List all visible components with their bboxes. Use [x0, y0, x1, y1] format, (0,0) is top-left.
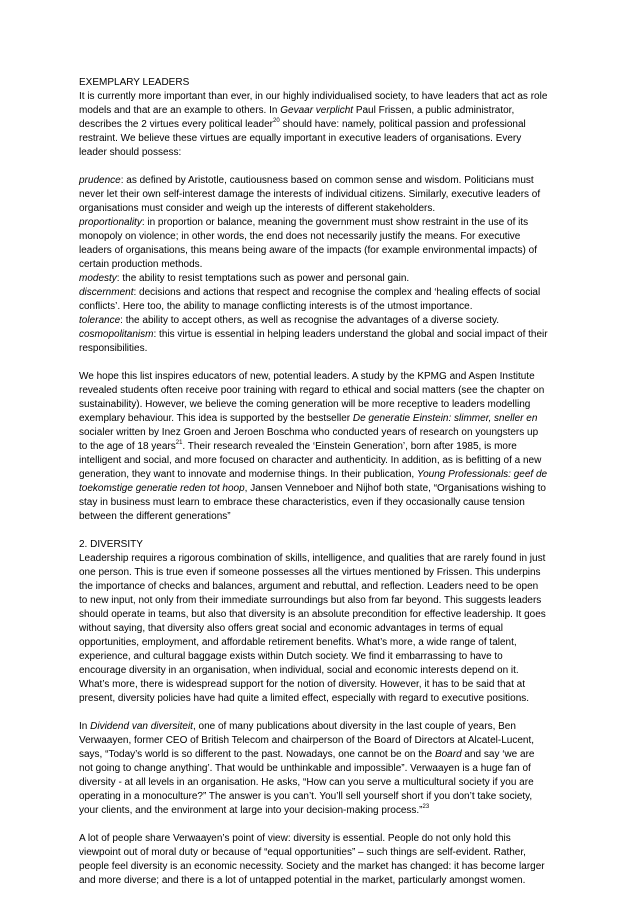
emphasis-word: Board [434, 749, 462, 760]
virtue-term: tolerance [79, 315, 121, 326]
virtue-text: : the ability to accept others, as well as recognise the advantages of a diverse society. [120, 315, 500, 326]
virtue-item [79, 272, 549, 286]
virtue-item [79, 314, 549, 328]
virtue-item [79, 286, 549, 314]
virtue-term: discernment [79, 287, 134, 298]
footnote-ref: 21 [175, 439, 183, 446]
text-run: , Jansen Venneboer and Nijhof both state, “Organisations wishing to stay in business must learn to embrace these characteristics, even if they occasionally cause tension between the different generations” [79, 483, 546, 522]
book-title: Young Professionals: geef de toekomstige generatie reden tot hoop [79, 469, 548, 494]
document-page [79, 76, 549, 888]
hope-paragraph [79, 370, 549, 524]
text-run: , one of many publications about diversity in the last couple of years, Ben Verwaayen, former CEO of British Telecom and chairperson of the Board of Directors at Alcatel-Lucent, says, “Today’s world is so different to the past. Nowadays, one cannot be on the [79, 721, 535, 760]
virtue-item [79, 174, 549, 216]
diversity-paragraph-1: Leadership requires a rigorous combination of skills, intelligence, and qualities that are rarely found in just one person. This is true even if someone possesses all the virtues mentioned by Frissen. This underpins the importance of checks and balances, argument and rebuttal, and reflection. Leaders need to be open to new input, not only from their immediate surroundings but also from far beyond. This suggests leaders should operate in teams, but also that diversity is an absolute precondition for effective leadership. It goes without saying, that diversity also offers great social and economic advantages in terms of equal opportunities, employment, and affordable retirement benefits. What’s more, a wide range of talent, experience, and cultural baggage exists within Dutch society. We find it embarrassing to have to encourage diversity in an organisation, when individual, social and economic interests depend on it. What’s more, there is widespread support for the notion of diversity. However, it has to be said that at present, diversity policies have had quite a limited effect, especially with regard to executive positions. [79, 553, 546, 704]
intro-paragraph [79, 90, 549, 160]
virtue-term: modesty [79, 273, 117, 284]
virtue-text: : as defined by Aristotle, cautiousness based on common sense and wisdom. Politicians must never let their own self-interest damage the interests of individual citizens. Similarly, executive leaders of organisations must consider and weigh up the interests of different stakeholders. [79, 175, 541, 214]
diversity-paragraph-3: A lot of people share Verwaayen’s point of view: diversity is essential. People do not only hold this viewpoint out of moral duty or because of “equal opportunities” – such things are self-evident. Rather, people feel diversity is an economic necessity. Society and the market has changed: it has become larger and more diverse; and there is a lot of untapped potential in the market, particularly amongst women. [79, 833, 545, 886]
virtue-text: : decisions and actions that respect and recognise the complex and ‘healing effects of social conflicts’. Here too, the ability to manage conflicting interests is of the utmost importance. [79, 287, 541, 312]
text-run: Paul Frissen, a public administrator, describes the 2 virtues every political leader [79, 105, 515, 130]
book-title: Gevaar verplicht [280, 105, 354, 116]
text-run: We hope this list inspires educators of new, potential leaders. A study by the KPMG and Aspen Institute revealed students often receive poor training with regard to ethical and social matters (see the chapter on sustainability). However, we believe the coming generation will be more receptive to leaders modelling exemplary behaviour. This idea is supported by the bestseller [79, 371, 545, 424]
virtue-item [79, 328, 549, 356]
text-run: and say ‘we are not going to change anything’. That would be unthinkable and impossible”. Verwaayen is a huge fan of diversity - at all levels in an organisation. He asks, “How can you serve a multicultural society if you are operating in a monoculture?” The answer is you can’t. You’ll sell yourself short if you don’t take society, your clients, and the environment at large into your decision-making process.” [79, 749, 535, 816]
virtue-term: proportionality [79, 217, 142, 228]
virtue-item [79, 216, 549, 272]
text-run: It is currently more important than ever, in our highly individualised society, to have leaders that act as role models and that are an example to others. In [79, 91, 548, 116]
virtue-text: : the ability to resist temptations such as power and personal gain. [116, 273, 410, 284]
virtue-term: prudence [79, 175, 121, 186]
text-run: socialer written by Inez Groen and Jeroen Boschma who conducted years of research on youngsters up to the age of 18 years [79, 427, 539, 452]
virtue-term: cosmopolitanism [79, 329, 154, 340]
diversity-paragraph-2 [79, 720, 549, 818]
book-title: Dividend van diversiteit [90, 721, 193, 732]
footnote-ref: 20 [272, 117, 280, 124]
section-heading-exemplary-leaders: EXEMPLARY LEADERS [79, 77, 190, 88]
text-run: In [79, 721, 91, 732]
virtue-text: : in proportion or balance, meaning the government must show restraint in the use of its monopoly on violence; in other words, the end does not necessarily justify the means. For executive leaders of organisations, this means being aware of the impacts (for example environmental impacts) of certain production methods. [79, 217, 538, 270]
book-title: De generatie Einstein: slimmer, sneller en [352, 413, 538, 424]
virtues-list [79, 174, 549, 356]
text-run: should have: namely, political passion and professional restraint. We believe these virtues are equally important in executive leaders of organisations. Every leader should possess: [79, 119, 526, 158]
footnote-ref: 23 [422, 803, 430, 810]
text-run: . Their research revealed the ‘Einstein Generation’, born after 1985, is more intelligent and social, and more focused on character and authenticity. In addition, as is befitting of a new generation, they want to innovate and modernise things. In their publication, [79, 441, 542, 480]
virtue-text: : this virtue is essential in helping leaders understand the global and social impact of their responsibilities. [79, 329, 548, 354]
section-heading-diversity: 2. DIVERSITY [79, 539, 143, 550]
